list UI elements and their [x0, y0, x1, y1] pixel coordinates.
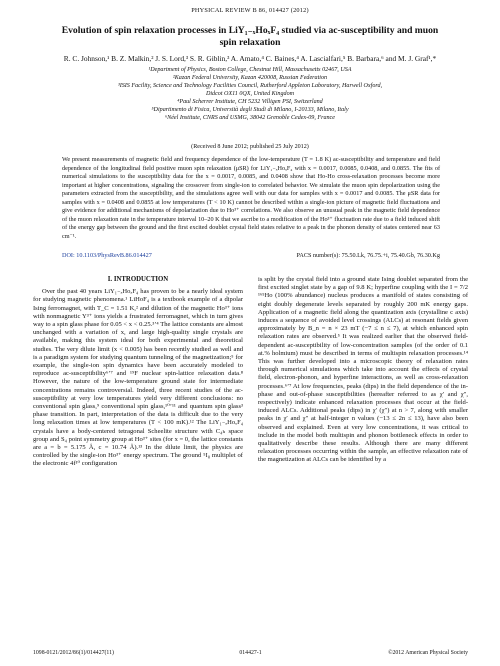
copyright: ©2012 American Physical Society: [388, 650, 468, 656]
affiliation-6: ⁶Néel Institute, CNRS and USMG, 38042 Grenoble Cedex-09, France: [165, 115, 335, 121]
doi-link[interactable]: DOI: 10.1103/PhysRevB.86.014427: [62, 252, 152, 259]
left-column: [33, 270, 243, 469]
affiliation-4: ⁴Paul Scherrer Institute, CH 5232 Villigen PSI, Switzerland: [177, 99, 323, 105]
doi-pacs-line: [62, 252, 440, 259]
footer-issn: 1098-0121/2012/86(1)/014427(11): [33, 650, 114, 656]
page-footer: [33, 650, 468, 656]
received-dates: (Received 8 June 2012; published 25 July 2012): [191, 144, 309, 150]
affiliation-3: ³ISIS Facility, Science and Technology Facilities Council, Rutherford Appleton Laboratory, Harwell Oxford,: [117, 83, 383, 89]
affiliation-5: ⁵Dipartimento di Fisica, Università degli Studi di Milano, I-20133, Milano, Italy: [151, 107, 349, 113]
pacs-numbers: PACS number(s): 75.50.Lk, 76.75.+i, 75.40.Gb, 76.30.Kg: [296, 252, 440, 259]
affiliation-1: ¹Department of Physics, Boston College, Chestnut Hill, Massachusetts 02467, USA: [148, 67, 352, 73]
author-list: R. C. Johnson,¹ B. Z. Malkin,² J. S. Lord,³ S. R. Giblin,³ A. Amato,⁴ C. Baines,⁴ A. Lascialfari,⁵ B. Barbara,⁶ and M. J. Graf¹,*: [63, 54, 437, 63]
abstract: We present measurements of magnetic field and frequency dependence of the low-temperature (T = 1.8 K) ac-susceptibility and temperature and field dependence of the longitudinal field positive muon spin relaxation (μSR) for LiY₁₋ₓHoₓF₄ with x = 0.0017, 0.0085, 0.0408, and 0.0855. The fits of numerical simulations to the susceptibility data for the x = 0.0017, 0.0085, and 0.0408 show that Ho-Ho cross-relaxation processes become more important at higher concentrations, signaling the crossover from single-ion to correlated behavior. We simulate the muon spin depolarization using the parameters extracted from the susceptibility, and the simulations agree well with our data for samples with x = 0.0017 and 0.0085. The μSR data for samples with x = 0.0408 and 0.0855 at low temperatures (T < 10 K) cannot be described within a single-ion picture of magnetic field fluctuations and give evidence for additional mechanisms of depolarization due to Ho³⁺ correlations. We also observe an unusual peak in the magnetic field dependence of the muon relaxation rate in the temperature interval 10–20 K that we ascribe to a modification of the Ho³⁺ fluctuation rate due to a field induced shift of the energy gap between the ground and the first excited doublet crystal field states relative to a peak in the phonon density of states centered near 63 cm⁻¹.: [62, 156, 440, 240]
right-column: [258, 276, 468, 465]
section-heading: I. INTRODUCTION: [107, 276, 169, 283]
intro-paragraph-right: is split by the crystal field into a ground state Ising doublet separated from the first excited singlet state by a gap of 9.8 K; hyperfine coupling with the I = 7/2 ¹⁶⁵Ho (100% abundance) nucleus produces a manifold of states consisting of eight doubly degenerate levels separated by roughly 200 mK energy gaps. Application of a magnetic field along the quantization axis (crystalline c axis) induces a sequence of avoided level crossings (ALCs) at resonant fields given approximately by B_n = n × 23 mT (−7 ≤ n ≤ 7), at which enhanced spin relaxation rates are observed.⁵ It was realized earlier that the observed field-dependent ac-susceptibility of low-concentration samples (of the order of 0.1 at.% holmium) must be described in terms of multispin relaxation processes.¹⁴ This was further developed into a microscopic theory of relaxation rates through numerical simulations which take into account the effects of crystal field, electron-phonon, and hyperfine interactions, as well as cross-relaxation processes.⁶ʼ⁷ At low frequencies, peaks (dips) in the field dependence of the in-phase and out-of-phase susceptibilities (hereafter referred to as χ′ and χ″, respectively) indicate enhanced relaxation processes that occur at the field-induced ALCs. Additional peaks (dips) in χ′ (χ″) at n > 7, along with smaller peaks in χ′ and χ″ at half-integer n values (−13 ≤ 2n ≤ 13), have also been observed and explained. Even at very low concentrations, it was critical to include in the model both multispin and phonon bottleneck effects in order to qualitatively describe these results. Although there are many different relaxation processes occurring within the sample, an effective relaxation rate of the magnetization at ALCs can be identified by a: [258, 276, 468, 464]
affiliation-3-cont: Didcot OX11 0QX, United Kingdom: [205, 91, 295, 97]
page-number: 014427-1: [239, 650, 262, 656]
journal-header: PHYSICAL REVIEW B 86, 014427 (2012): [191, 7, 309, 14]
affiliation-2: ²Kazan Federal University, Kazan 420008, Russian Federation: [172, 75, 328, 81]
intro-paragraph-left: Over the past 40 years LiY₁₋ₓHoₓF₄ has proven to be a nearly ideal system for studying magnetic phenomena.¹ LiHoF₄ is a textbook example of a dipolar Ising ferromagnet, with T_C = 1.51 K,² and dilution of the magnetic Ho³⁺ ions with nonmagnetic Y³⁺ ions yields a frustrated ferromagnet, which in turn gives way to a spin glass phase for 0.05 < x < 0.25.³ʼ⁴ The lattice constants are almost unchanged with a variation of x, and large high-quality single crystals are available, making this system ideal for both experimental and theoretical studies. The very dilute limit (x < 0.005) has been recently studied as well and is a paradigm system for studying quantum tunneling of the magnetization;⁵ for example, the single-ion spin dynamics have been accurately modeled to reproduce ac-susceptibility⁶ʼ⁷ and ¹⁹F nuclear spin-lattice relaxation data.⁸ However, the nature of the low-temperature ground state for intermediate concentrations remains controversial. Indeed, three recent studies of the ac-susceptibility at very low temperatures yield very different conclusions: no conventional spin glass,⁹ conventional spin glass,¹⁰ʼ¹¹ and quantum spin glass³ phase transition. In part, interpretation of the data is difficult due to the very long relaxation times at low temperatures (T < 100 mK).¹² The LiY₁₋ₓHoₓF₄ crystals have a body-centered tetragonal Scheelite structure with C₄ₕ space group and S₄ point symmetry group at Ho³⁺ sites (for x = 0, the lattice constants are a = b = 5.175 Å, c = 10.74 Å).¹³ In the dilute limit, the physics are controlled by the single-ion Ho³⁺ energy spectrum. The ground ⁵I₈ multiplet of the electronic 4f¹⁰ configuration: [33, 288, 243, 468]
affiliations: [30, 66, 470, 122]
paper-title: Evolution of spin relaxation processes in LiY₁₋ₓHoₓF₄ studied via ac-susceptibility and muon spin relaxation: [61, 25, 439, 48]
